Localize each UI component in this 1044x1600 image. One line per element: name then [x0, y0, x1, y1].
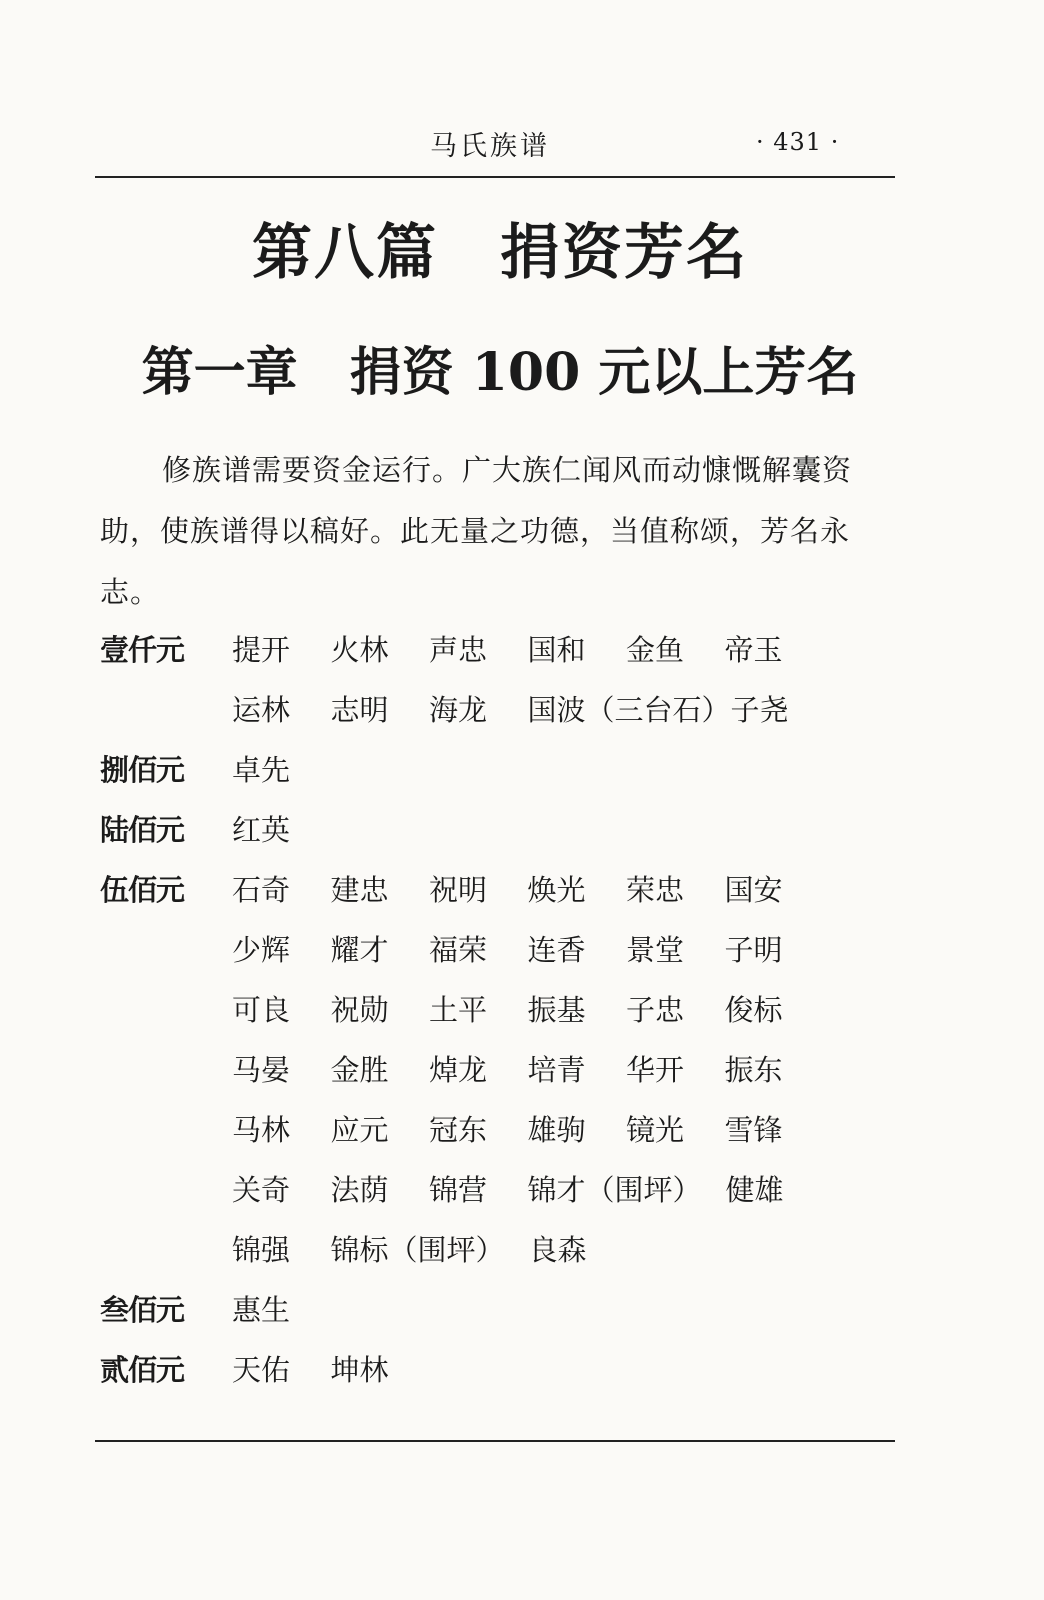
- donor-list: [100, 620, 920, 1400]
- donor-name: 镜光: [626, 1113, 685, 1147]
- donor-name: 海龙: [429, 693, 488, 727]
- donor-name: 卓先: [232, 753, 291, 787]
- donor-name: 耀才: [330, 933, 389, 967]
- donor-name: 锦标（围坪）: [330, 1233, 505, 1267]
- header-rule: [95, 176, 895, 178]
- donor-name: 俊标: [724, 993, 783, 1027]
- donor-name: 子忠: [626, 993, 685, 1027]
- donor-names: [232, 740, 920, 800]
- donor-name: 国安: [724, 873, 783, 907]
- donation-tier: [100, 1340, 920, 1400]
- donor-name: 坤林: [330, 1353, 389, 1387]
- donor-name: 石奇: [232, 873, 291, 907]
- donor-name: 帝玉: [724, 633, 783, 667]
- tier-amount-label: 捌佰元: [100, 753, 185, 787]
- tier-amount-label: 壹仟元: [100, 633, 185, 667]
- tier-amount-label: 贰佰元: [100, 1353, 185, 1387]
- donor-name: 金胜: [330, 1053, 389, 1087]
- chapter-title: 第一章 捐资 100 元以上芳名: [141, 342, 859, 403]
- donor-name: 提开: [232, 633, 291, 667]
- tier-amount-label: 叁佰元: [100, 1293, 185, 1327]
- donor-name: 国波（三台石）子尧: [527, 693, 789, 727]
- donor-name: 锦才（围坪）: [527, 1173, 702, 1207]
- donor-name: 惠生: [232, 1293, 291, 1327]
- donation-tier: [100, 1280, 920, 1340]
- donor-name: 锦强: [232, 1233, 291, 1267]
- donation-tier: [100, 620, 920, 740]
- page-number: · 431 ·: [756, 128, 840, 156]
- donor-name: 良森: [528, 1233, 587, 1267]
- donor-name: 培青: [527, 1053, 586, 1087]
- donor-name: 焕光: [527, 873, 586, 907]
- donor-names: [232, 1340, 920, 1400]
- donor-name: 福荣: [429, 933, 488, 967]
- donor-name: 应元: [330, 1113, 389, 1147]
- donor-name: 景堂: [626, 933, 685, 967]
- donor-names: [232, 1280, 920, 1340]
- tier-amount-label: 伍佰元: [100, 873, 185, 907]
- donor-name: 冠东: [429, 1113, 488, 1147]
- donor-name: 土平: [429, 993, 488, 1027]
- donor-name: 运林: [232, 693, 291, 727]
- intro-paragraph: 修族谱需要资金运行。广大族仁闻风而动慷慨解囊资助，使族谱得以稿好。此无量之功德，当值称颂，芳名永志。: [100, 453, 853, 609]
- donor-name: 华开: [626, 1053, 685, 1087]
- donor-name: 声忠: [429, 633, 488, 667]
- donor-name: 焯龙: [429, 1053, 488, 1087]
- donor-name: 振基: [527, 993, 586, 1027]
- donor-name: 祝勋: [330, 993, 389, 1027]
- donor-name: 雄驹: [527, 1113, 586, 1147]
- donor-name: 法荫: [330, 1173, 389, 1207]
- donation-tier: [100, 800, 920, 860]
- donor-names: [232, 620, 920, 740]
- donor-name: 可良: [232, 993, 291, 1027]
- donor-name: 金鱼: [626, 633, 685, 667]
- donor-name: 志明: [330, 693, 389, 727]
- footer-rule: [95, 1440, 895, 1442]
- tier-amount-label: 陆佰元: [100, 813, 185, 847]
- donor-name: 国和: [527, 633, 586, 667]
- donor-name: 火林: [330, 633, 389, 667]
- donor-name: 连香: [527, 933, 586, 967]
- donor-name: 子明: [724, 933, 783, 967]
- donor-name: 锦营: [429, 1173, 488, 1207]
- donor-name: 祝明: [429, 873, 488, 907]
- part-title: 第八篇 捐资芳名: [252, 218, 748, 288]
- donor-names: [232, 860, 920, 1280]
- donor-name: 天佑: [232, 1353, 291, 1387]
- donation-tier: [100, 740, 920, 800]
- donation-tier: [100, 860, 920, 1280]
- donor-name: 马晏: [232, 1053, 291, 1087]
- donor-name: 健雄: [725, 1173, 784, 1207]
- donor-name: 雪锋: [724, 1113, 783, 1147]
- donor-name: 建忠: [330, 873, 389, 907]
- donor-name: 红英: [232, 813, 291, 847]
- donor-name: 少辉: [232, 933, 291, 967]
- donor-names: [232, 800, 920, 860]
- donor-name: 马林: [232, 1113, 291, 1147]
- donor-name: 荣忠: [626, 873, 685, 907]
- donor-name: 关奇: [232, 1173, 291, 1207]
- donor-name: 振东: [724, 1053, 783, 1087]
- running-header-title: 马氏族谱: [430, 131, 550, 162]
